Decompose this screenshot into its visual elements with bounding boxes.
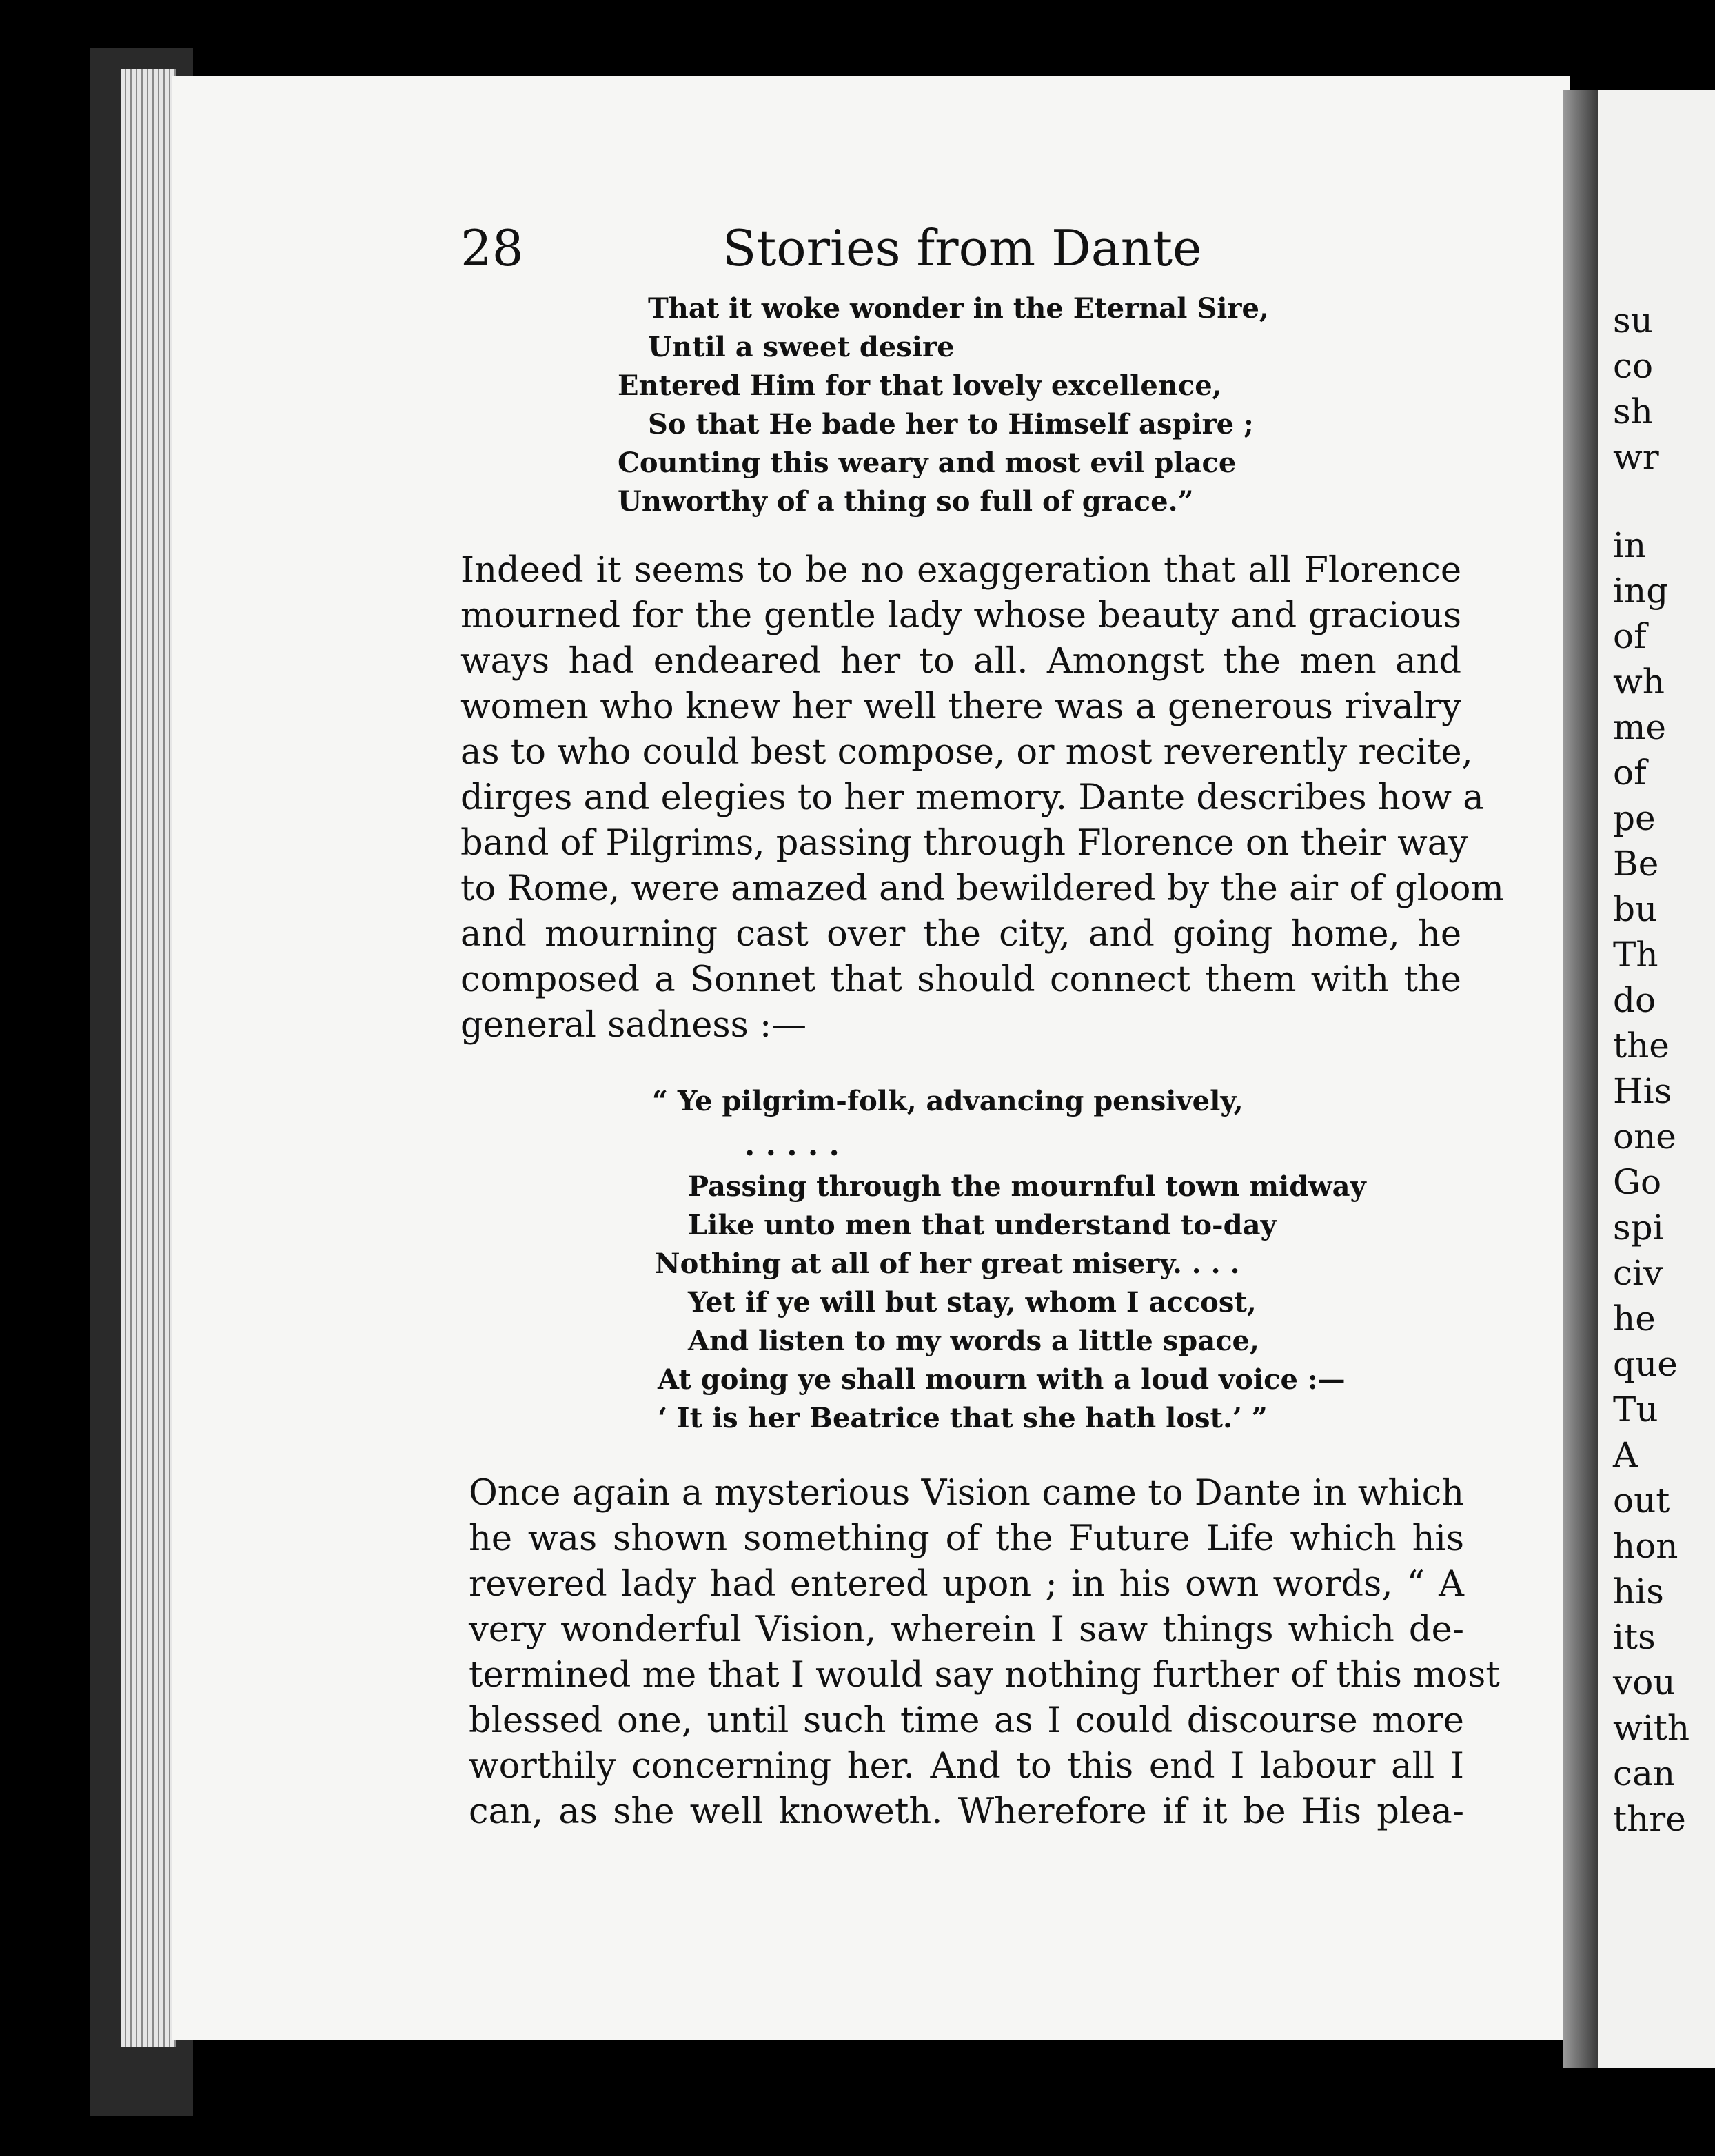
verse-line: Yet if ye will but stay, whom I accost,	[688, 1286, 1257, 1319]
text-line: ways had endeared her to all. Amongst the men and	[460, 641, 1461, 682]
page-edges	[121, 69, 176, 2047]
facing-page-fragment: pe	[1613, 798, 1656, 838]
text-line: and mourning cast over the city, and going home, he	[460, 914, 1461, 955]
text-line: general sadness :—	[460, 1005, 807, 1046]
facing-page-fragment: can	[1613, 1753, 1676, 1793]
facing-page-fragment: with	[1613, 1708, 1690, 1748]
facing-page	[1598, 90, 1715, 2068]
facing-page-fragment: Tu	[1613, 1390, 1658, 1430]
facing-page-fragment: hon	[1613, 1526, 1678, 1566]
facing-page-fragment: me	[1613, 707, 1667, 747]
facing-page-fragment: in	[1613, 525, 1647, 565]
verse-ellipsis: . . . . .	[744, 1128, 840, 1163]
facing-page-fragment: ing	[1613, 571, 1669, 611]
verse-line: So that He bade her to Himself aspire ;	[648, 408, 1254, 440]
text-line: composed a Sonnet that should connect them with the	[460, 959, 1461, 1000]
facing-page-fragment: he	[1613, 1299, 1656, 1339]
text-line: Indeed it seems to be no exaggeration that all Florence	[460, 550, 1461, 591]
text-line: mourned for the gentle lady whose beauty and gracious	[460, 596, 1461, 636]
facing-page-fragment: Be	[1613, 844, 1659, 884]
facing-page-fragment: out	[1613, 1481, 1670, 1521]
verse-line: And listen to my words a little space,	[688, 1325, 1259, 1357]
text-line: to Rome, were amazed and bewildered by the air of gloom	[460, 868, 1504, 909]
facing-page-fragment: thre	[1613, 1799, 1686, 1839]
facing-page-fragment: sh	[1613, 391, 1653, 431]
paragraph-2	[469, 1471, 1500, 1835]
text-line: worthily concerning her. And to this end I labour all I	[469, 1746, 1464, 1787]
facing-page-fragment: wr	[1613, 437, 1659, 477]
verse-line: Until a sweet desire	[648, 331, 955, 363]
text-line: revered lady had entered upon ; in his own words, “ A	[469, 1564, 1464, 1605]
facing-page-fragment: A	[1613, 1435, 1638, 1475]
facing-page-fragment: bu	[1613, 889, 1658, 929]
facing-page-fragment: spi	[1613, 1208, 1664, 1248]
verse-line: ‘ It is her Beatrice that she hath lost.’ ”	[658, 1402, 1268, 1434]
verse-line: That it woke wonder in the Eternal Sire,	[648, 292, 1269, 325]
text-line: very wonderful Vision, wherein I saw things which de-	[469, 1609, 1464, 1650]
facing-page-fragment: of	[1613, 616, 1647, 656]
verse-line: Unworthy of a thing so full of grace.”	[618, 485, 1194, 518]
facing-page-fragment: Th	[1613, 935, 1658, 975]
verse-line: Entered Him for that lovely excellence,	[618, 369, 1222, 402]
facing-page-fragment: civ	[1613, 1253, 1663, 1293]
facing-page-fragment: His	[1613, 1071, 1672, 1111]
paragraph-1	[460, 548, 1504, 1048]
facing-page-fragment: co	[1613, 346, 1654, 386]
verse-line: Counting this weary and most evil place	[618, 447, 1237, 479]
text-line: women who knew her well there was a generous rivalry	[460, 687, 1461, 727]
facing-page-fragment: wh	[1613, 662, 1665, 702]
facing-page-fragment: the	[1613, 1026, 1670, 1066]
page-title: Stories from Dante	[722, 219, 1202, 277]
facing-page-fragment: of	[1613, 753, 1647, 793]
facing-page-fragment: que	[1613, 1344, 1678, 1384]
facing-page-fragment: his	[1613, 1572, 1664, 1611]
facing-page-fragment: Go	[1613, 1162, 1662, 1202]
verse-line: “ Ye pilgrim-folk, advancing pensively,	[652, 1085, 1244, 1117]
facing-page-fragment: do	[1613, 980, 1656, 1020]
text-line: blessed one, until such time as I could discourse more	[469, 1700, 1464, 1741]
verse-line: Passing through the mournful town midway	[688, 1170, 1366, 1203]
facing-page-fragment: vou	[1613, 1662, 1676, 1702]
book-gutter	[1563, 90, 1598, 2068]
text-line: dirges and elegies to her memory. Dante describes how a	[460, 777, 1484, 818]
text-line: termined me that I would say nothing further of this most	[469, 1655, 1500, 1696]
facing-page-fragment: su	[1613, 301, 1653, 340]
text-line: Once again a mysterious Vision came to Dante in which	[469, 1473, 1464, 1514]
verse-line: Nothing at all of her great misery. . . .	[655, 1248, 1240, 1280]
text-line: he was shown something of the Future Life which his	[469, 1518, 1464, 1559]
facing-page-fragment: its	[1613, 1617, 1656, 1657]
text-line: as to who could best compose, or most reverently recite,	[460, 732, 1473, 773]
text-line: can, as she well knoweth. Wherefore if it be His plea-	[469, 1791, 1464, 1832]
verse-line: Like unto men that understand to-day	[688, 1209, 1277, 1241]
facing-page-fragment: one	[1613, 1117, 1676, 1157]
page-number: 28	[460, 219, 524, 277]
verse-line: At going ye shall mourn with a loud voice :—	[658, 1363, 1346, 1396]
text-line: band of Pilgrims, passing through Florence on their way	[460, 823, 1468, 864]
